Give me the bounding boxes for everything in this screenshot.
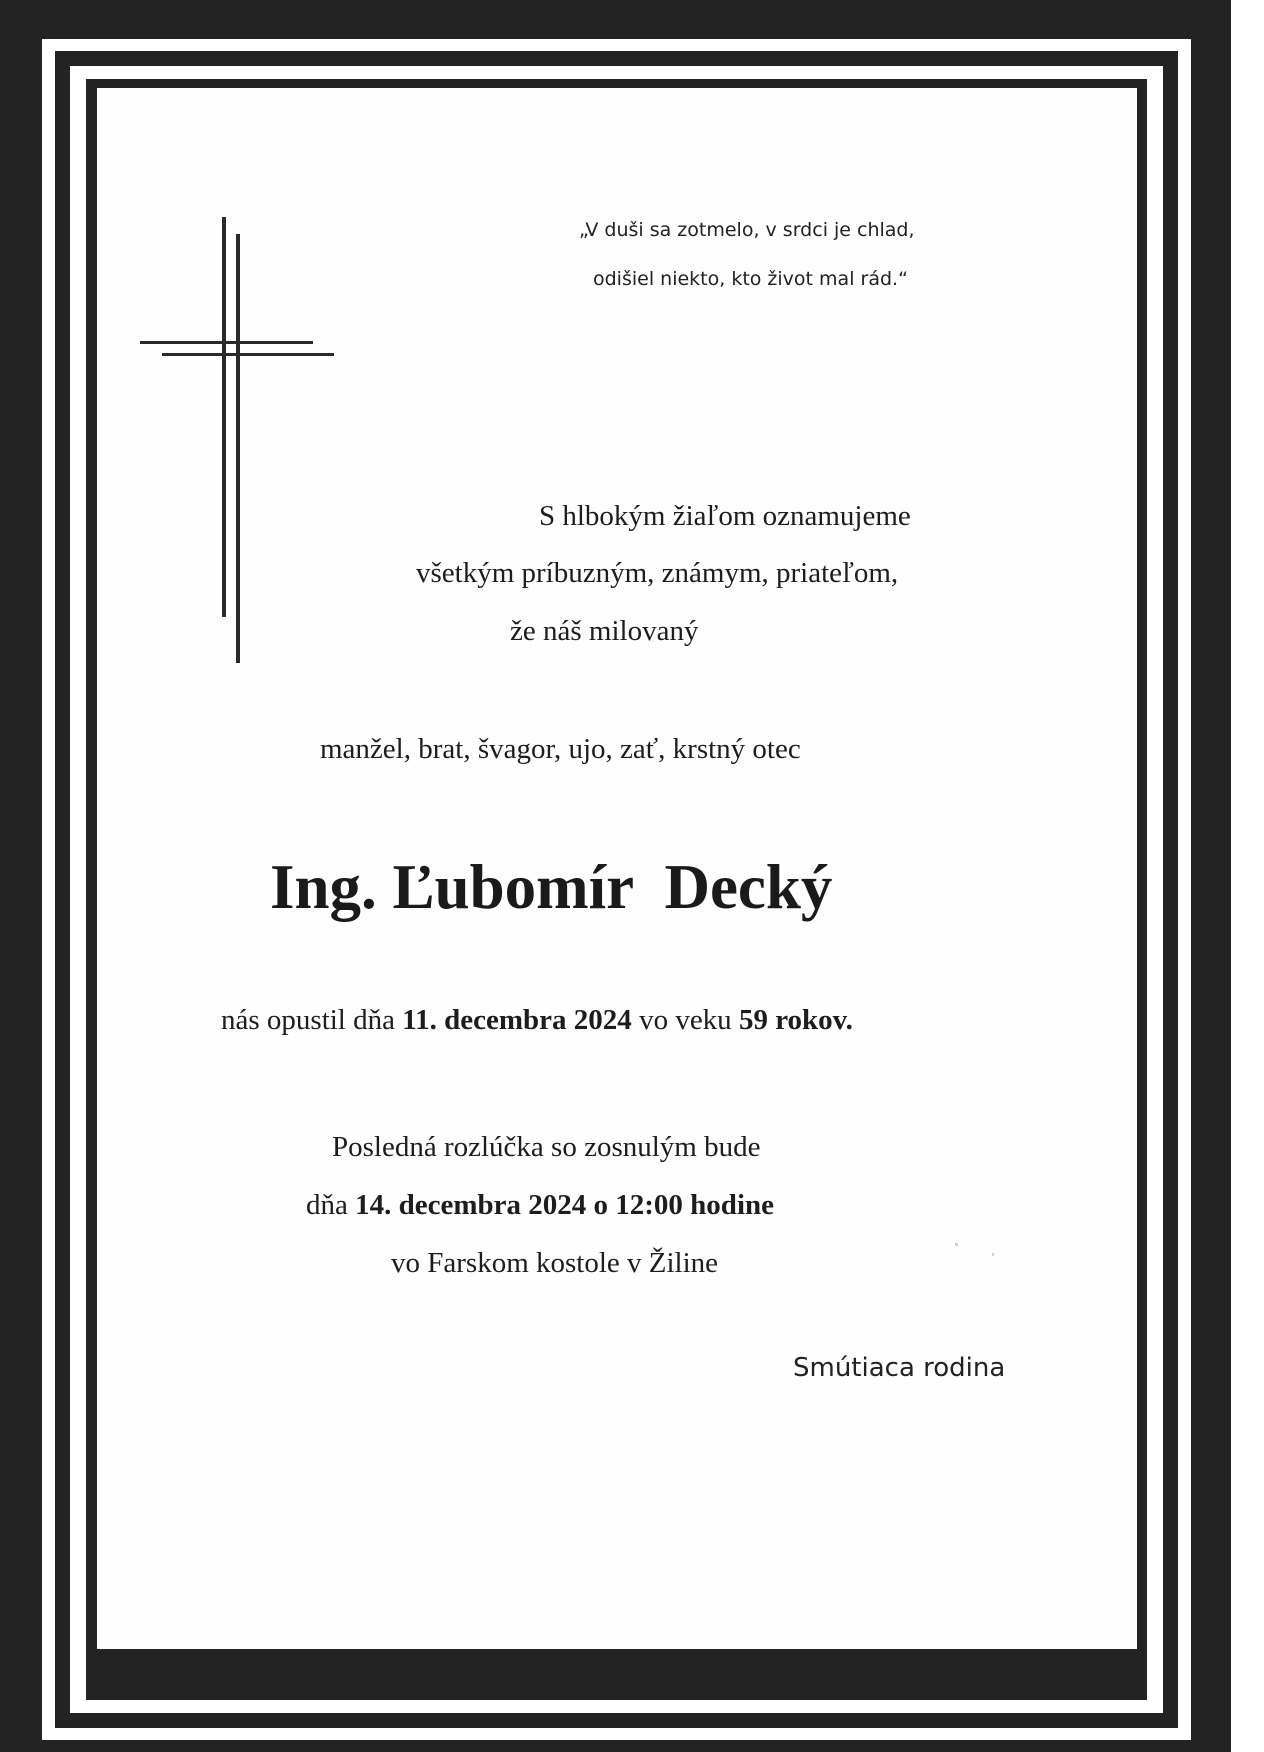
announcement-line-3: že náš milovaný	[510, 615, 699, 647]
funeral-datetime: 14. decembra 2024 o 12:00 hodine	[355, 1189, 774, 1221]
scan-speck	[992, 1253, 994, 1256]
obituary-content	[97, 88, 1137, 1649]
deceased-name: Ing. Ľubomír Decký	[270, 852, 833, 922]
death-middle: vo veku	[639, 1004, 732, 1036]
funeral-line-3: vo Farskom kostole v Žiline	[391, 1247, 719, 1279]
relations-line: manžel, brat, švagor, ujo, zať, krstný otec	[320, 733, 801, 765]
death-prefix: nás opustil dňa	[221, 1004, 395, 1036]
signature: Smútiaca rodina	[793, 1353, 1006, 1383]
death-date: 11. decembra 2024	[402, 1004, 632, 1036]
quote-line-1: „V duši sa zotmelo, v srdci je chlad,	[579, 219, 915, 241]
funeral-line-1: Posledná rozlúčka so zosnulým bude	[332, 1131, 761, 1163]
announcement-line-2: všetkým príbuzným, známym, priateľom,	[416, 557, 899, 589]
funeral-prefix: dňa	[306, 1189, 348, 1221]
funeral-line-2	[306, 1189, 774, 1222]
quote-line-2: odišiel niekto, kto život mal rád.“	[593, 268, 908, 290]
death-line	[221, 1004, 853, 1037]
announcement-line-1: S hlbokým žiaľom oznamujeme	[539, 500, 911, 532]
scan-speck	[955, 1243, 958, 1246]
death-age: 59 rokov.	[738, 1004, 853, 1036]
